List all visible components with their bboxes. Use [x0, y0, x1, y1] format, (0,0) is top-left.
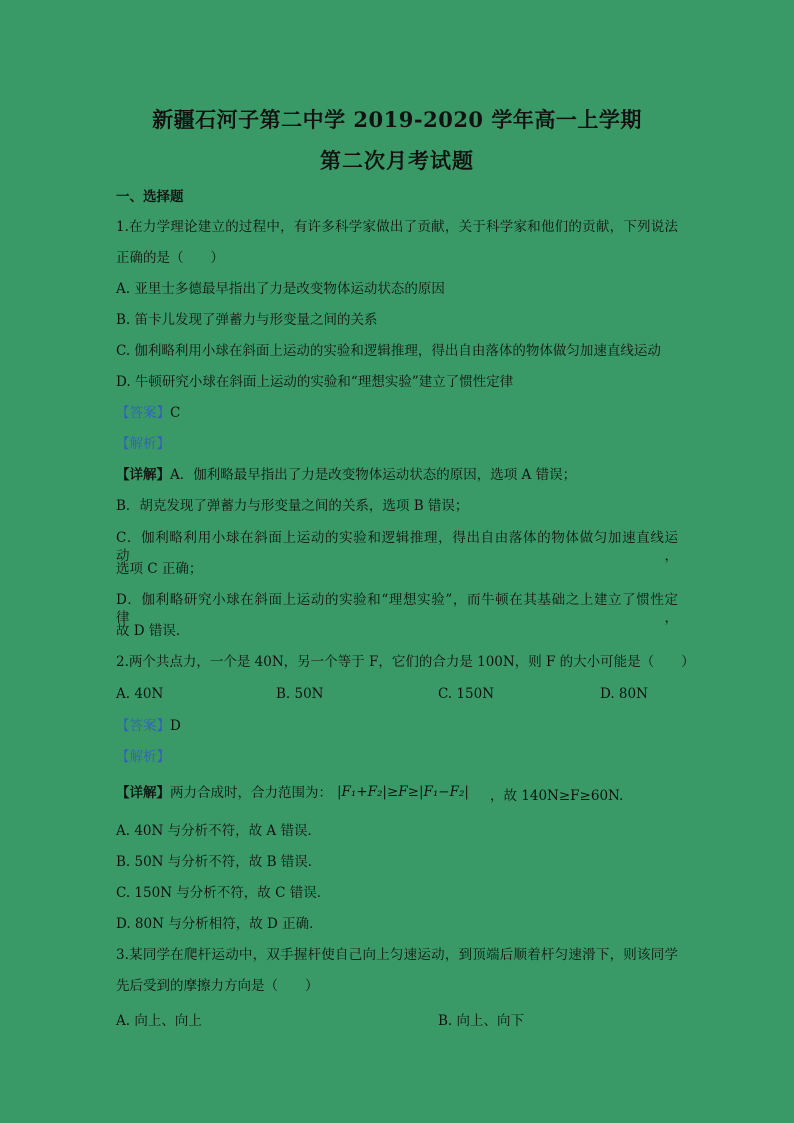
- q2-stem: 2.两个共点力，一个是 40N，另一个等于 F，它们的合力是 100N，则 F 的大小可能是（ ）: [116, 654, 695, 670]
- q2-option-a: A. 40N: [116, 686, 164, 702]
- q2-analysis-tag: 【解析】: [116, 749, 170, 765]
- detail-tag: 【详解】: [116, 467, 170, 483]
- section-heading: 一、选择题: [116, 189, 184, 205]
- q1-stem-line1: 1.在力学理论建立的过程中，有许多科学家做出了贡献，关于科学家和他们的贡献，下列说法: [116, 219, 678, 235]
- answer-tag: 【答案】: [116, 718, 170, 734]
- q2-answer-value: D: [170, 718, 181, 734]
- q2-explain-a: A. 40N 与分析不符，故 A 错误．: [116, 823, 321, 839]
- q2-option-b: B. 50N: [276, 686, 324, 702]
- detail-tag: 【详解】: [116, 785, 170, 801]
- q2-explain-d: D. 80N 与分析相符，故 D 正确．: [116, 916, 323, 932]
- answer-tag: 【答案】: [116, 405, 170, 421]
- q1-detail-5: D．伽利略研究小球在斜面上运动的实验和“理想实验”，而牛顿在其基础之上建立了惯性定律，: [116, 592, 678, 626]
- q1-analysis-tag: 【解析】: [116, 436, 170, 452]
- q1-stem-line2: 正确的是（ ）: [116, 250, 224, 266]
- q1-option-c: C. 伽利略利用小球在斜面上运动的实验和逻辑推理，得出自由落体的物体做匀加速直线运动: [116, 343, 661, 359]
- q3-stem-line1: 3.某同学在爬杆运动中，双手握杆使自己向上匀速运动，到顶端后顺着杆匀速滑下，则该同学: [116, 947, 678, 963]
- document-subtitle: 第二次月考试题: [320, 148, 474, 173]
- q1-option-d: D. 牛顿研究小球在斜面上运动的实验和“理想实验”建立了惯性定律: [116, 374, 514, 390]
- q1-detail-6: 故 D 错误．: [116, 623, 190, 639]
- q1-answer: [116, 404, 180, 422]
- q1-detail-4: 选项 C 正确；: [116, 561, 203, 577]
- q1-option-a: A. 亚里士多德最早指出了力是改变物体运动状态的原因: [116, 281, 445, 297]
- q1-detail-3: C．伽利略利用小球在斜面上运动的实验和逻辑推理，得出自由落体的物体做匀加速直线运动，: [116, 530, 679, 564]
- q3-option-b: B. 向上、向下: [438, 1013, 525, 1029]
- q2-option-d: D. 80N: [600, 686, 648, 702]
- q2-option-c: C. 150N: [438, 686, 495, 702]
- q2-explain-c: C. 150N 与分析不符，故 C 错误．: [116, 885, 331, 901]
- q3-stem-line2: 先后受到的摩擦力方向是（ ）: [116, 978, 319, 994]
- q2-detail-post: ，故 140N≥F≥60N.: [490, 788, 624, 804]
- q3-option-a: A. 向上、向上: [116, 1013, 202, 1029]
- q1-answer-value: C: [170, 405, 181, 421]
- q1-detail-2: B．胡克发现了弹蓄力与形变量之间的关系，选项 B 错误；: [116, 498, 469, 514]
- q1-detail-1: 【详解】A．伽利略最早指出了力是改变物体运动状态的原因，选项 A 错误；: [116, 467, 577, 483]
- q1-option-b: B. 笛卡儿发现了弹蓄力与形变量之间的关系: [116, 312, 378, 328]
- document-title: 新疆石河子第二中学 2019-2020 学年高一上学期: [152, 107, 642, 132]
- q2-explain-b: B. 50N 与分析不符，故 B 错误．: [116, 854, 322, 870]
- q2-detail-pre: 【详解】两力合成时，合力范围为：: [116, 785, 332, 801]
- q2-formula: |F₁+F₂|≥F≥|F₁−F₂|: [337, 784, 469, 800]
- q2-answer: [116, 717, 181, 735]
